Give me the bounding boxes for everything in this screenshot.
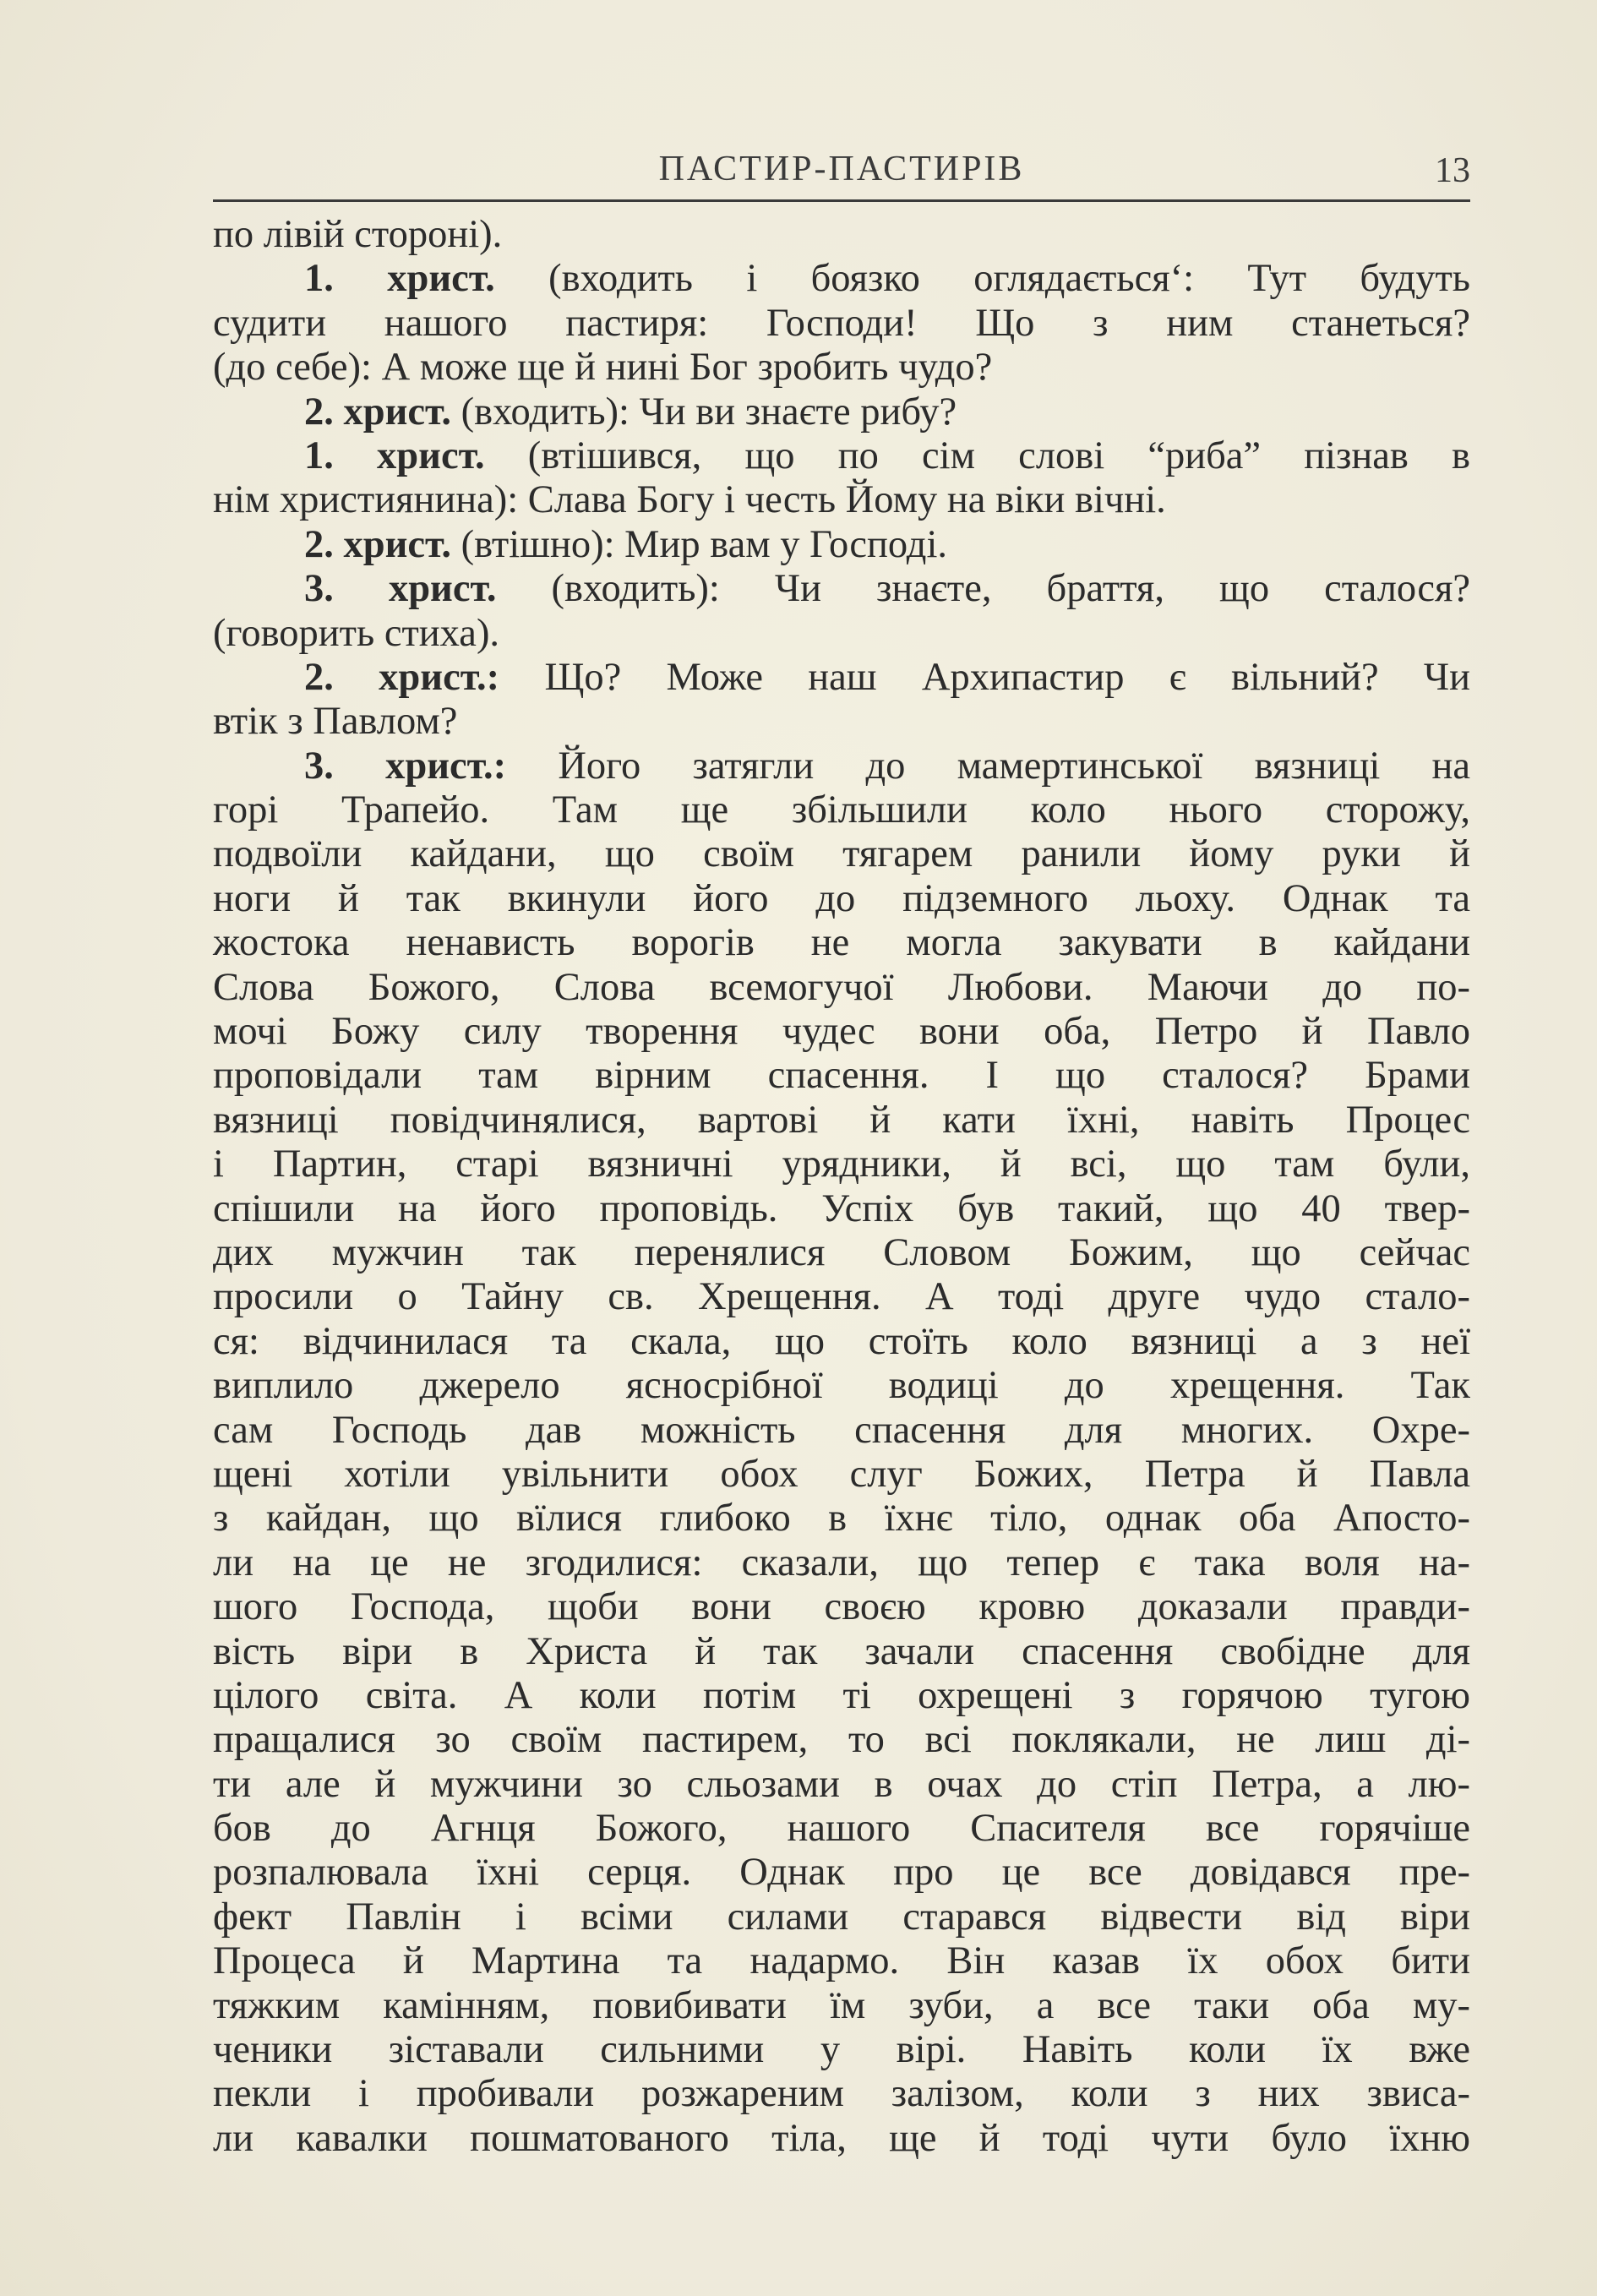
line-text: і Партин, старі вязничні урядники, й всі, що там були, [213,1143,1470,1186]
line-text: пекли і пробивали розжареним залізом, коли з них звиса- [213,2072,1470,2116]
line-text: спішили на його проповідь. Успіх був такий, що 40 твер- [213,1186,1470,1230]
line-text: ся: відчинилася та скала, що стоїть коло вязниці а з неї [213,1319,1470,1363]
speaker-label: 1. христ. [304,257,495,301]
text-line [213,2028,1470,2072]
line-text: жостока ненависть ворогів не могла закувати в кайдани [213,921,1470,965]
speaker-label: 1. христ. [304,434,485,477]
text-line [213,390,1470,434]
text-line [213,612,1470,656]
text-line [213,1054,1470,1098]
text-line [213,744,1470,788]
line-text: втік з Павлом? [213,700,458,744]
text-line [213,434,1470,478]
text-line [213,346,1470,390]
line-text: ноги й так вкинули його до підземного льоху. Однак та [213,876,1470,920]
text-line [213,656,1470,700]
line-text: ченики зіставали сильними у вірі. Навіть коли їх вже [213,2028,1470,2072]
text-line [213,921,1470,965]
text-line [213,700,1470,744]
speaker-label: 2. христ. [304,390,452,434]
line-text: (до себе): А може ще й нині Бог зробить чудо? [213,346,993,390]
line-text: ли кавалки пошматованого тіла, ще й тоді чути було їхню [213,2116,1470,2160]
text-line [213,1851,1470,1895]
text-line [213,1275,1470,1319]
text-line [213,1187,1470,1231]
line-text: дих мужчин так перенялися Словом Божим, що сейчас [213,1230,1470,1274]
line-text: вязниці повідчинялися, вартові й кати їхні, навіть Процес [213,1098,1470,1142]
text-line [213,257,1470,301]
text-line [213,1409,1470,1453]
line-text: бов до Агнця Божого, нашого Спасителя все горячіше [213,1807,1470,1851]
speaker-label: 3. христ.: [304,744,507,788]
text-line [213,1099,1470,1143]
line-text: шого Господа, щоби вони своєю кровю доказали правди- [213,1585,1470,1629]
line-text: цілого світа. А коли потім ті охрещені з горячою тугою [213,1673,1470,1717]
line-text: мочі Божу силу творення чудес вони оба, Петро й Павло [213,1010,1470,1054]
line-text: нім християнина): Слава Богу і честь Йому на віки вічні. [213,478,1166,522]
text-line [213,1453,1470,1497]
text-line [213,523,1470,567]
text-line [213,302,1470,346]
line-text: судити нашого пастиря: Господи! Що з ним станеться? [213,301,1470,345]
line-text: сам Господь дав можність спасення для многих. Охре- [213,1408,1470,1452]
line-text: (втішився, що по сім слові “риба” пізнав в [484,434,1471,477]
line-text: (говорить стиха). [213,611,500,655]
text-line [213,1718,1470,1762]
text-line [213,1320,1470,1364]
text-line [213,478,1470,522]
line-text: пращалися зо своїм пастирем, то всі поклякали, не лиш ді- [213,1718,1470,1762]
line-text: Що? Може наш Архипастир є вільний? Чи [499,655,1470,699]
line-text: Його затягли до мамертинської вязниці на [506,744,1470,788]
line-text: щені хотіли увільнити обох слуг Божих, Петра й Павла [213,1452,1470,1496]
text-line [213,788,1470,832]
text-line [213,1674,1470,1718]
text-line [213,1939,1470,1983]
running-header [213,149,1470,199]
line-text: подвоїли кайдани, що своїм тягарем ранили йому руки й [213,832,1470,876]
text-line [213,877,1470,921]
text-line [213,1143,1470,1186]
text-line [213,2117,1470,2161]
line-text: (входить і боязко оглядається‘: Тут будуть [494,257,1471,301]
text-line [213,1984,1470,2028]
line-text: тяжким камінням, повибивати їм зуби, а все таки оба му- [213,1983,1470,2027]
body-text [213,213,1470,2161]
text-line [213,966,1470,1010]
text-line [213,1364,1470,1408]
line-text: фект Павлін і всіми силами старався відвести від віри [213,1895,1470,1939]
line-text: з кайдан, що вїлися глибоко в їхнє тіло, однак оба Апосто- [213,1497,1470,1541]
line-text: Слова Божого, Слова всемогучої Любови. Маючи до по- [213,965,1470,1009]
line-text: (втішно): Мир вам у Господі. [451,522,947,566]
line-text: розпалювала їхні серця. Однак про це все довідався пре- [213,1851,1470,1895]
line-text: виплило джерело ясносрібної водиці до хрещення. Так [213,1364,1470,1408]
text-line [213,2072,1470,2116]
line-text: (входить): Чи знаєте, браття, що сталося? [496,567,1470,611]
text-line [213,832,1470,876]
text-line [213,1585,1470,1629]
running-title: ПАСТИР-ПАСТИРІВ [658,150,1025,188]
speaker-label: 2. христ.: [304,655,500,699]
header-rule [213,199,1470,202]
line-text: вість віри в Христа й так зачали спасення свобідне для [213,1629,1470,1673]
text-line [213,1807,1470,1851]
text-line [213,1010,1470,1054]
page-number: 13 [1435,151,1470,190]
speaker-label: 3. христ. [304,567,497,611]
line-text: проповідали там вірним спасення. І що сталося? Брами [213,1054,1470,1098]
speaker-label: 2. христ. [304,522,452,566]
text-line [213,1541,1470,1585]
line-text: Процеса й Мартина та надармо. Він казав їх обох бити [213,1939,1470,1983]
text-line [213,1231,1470,1275]
line-text: просили о Тайну св. Хрещення. А тоді друге чудо стало- [213,1275,1470,1319]
text-line [213,1763,1470,1807]
line-text: по лівій стороні). [213,213,503,256]
text-line [213,567,1470,611]
text-line [213,1497,1470,1541]
line-text: ти але й мужчини зо сльозами в очах до стіп Петра, а лю- [213,1762,1470,1806]
text-line [213,213,1470,257]
text-line [213,1630,1470,1674]
line-text: (входить): Чи ви знаєте рибу? [451,390,957,434]
text-line [213,1895,1470,1939]
line-text: ли на це не згодилися: сказали, що тепер є така воля на- [213,1541,1470,1584]
line-text: горі Трапейо. Там ще збільшили коло нього сторожу, [213,788,1470,832]
